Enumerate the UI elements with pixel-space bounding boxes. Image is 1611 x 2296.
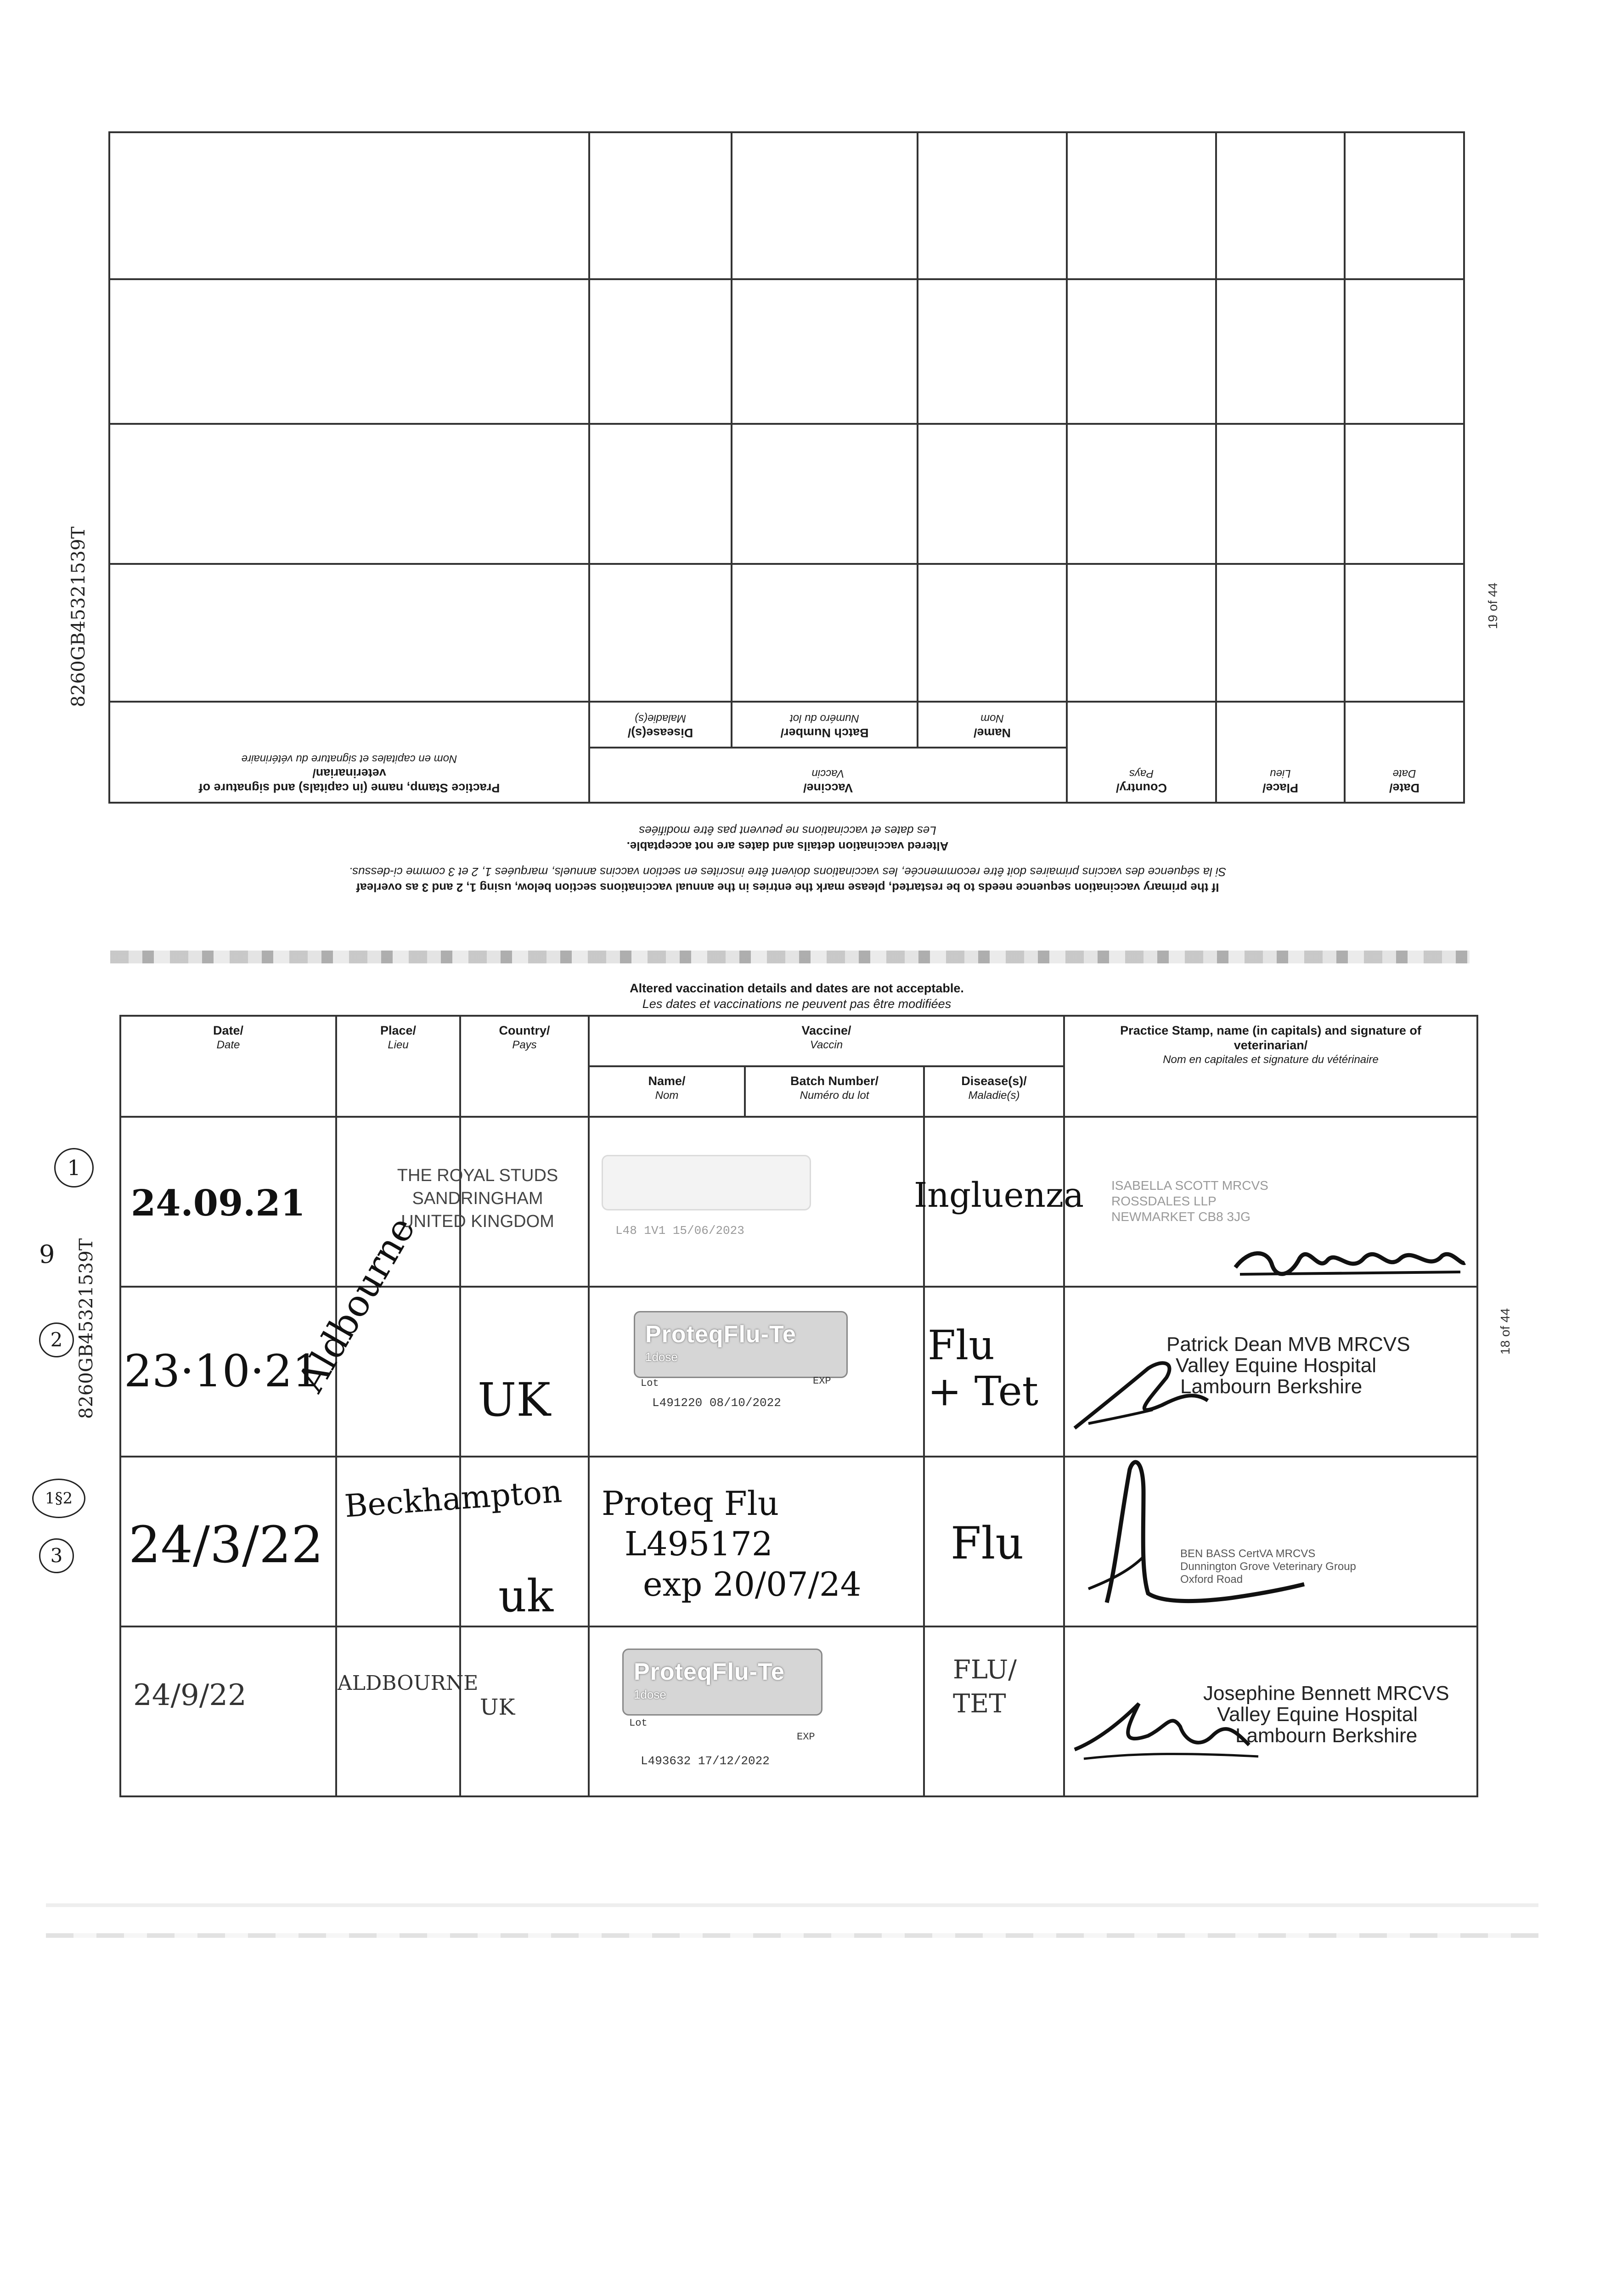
row1-date: 24.09.21: [131, 1182, 305, 1224]
row2-disease: Flu + Tet: [928, 1322, 1039, 1415]
row4-vaccine-lot: L493632 17/12/2022: [641, 1754, 770, 1768]
row4-country: UK: [480, 1694, 515, 1720]
row2-date: 23·10·21: [124, 1345, 321, 1397]
upper-header-name: Name/ Nom: [918, 702, 1067, 748]
upper-notes: [110, 823, 1465, 895]
upper-header-disease: Disease(s)/ Maladie(s): [589, 702, 732, 748]
row4-signature: [1070, 1694, 1263, 1773]
row4-vaccine-sticker: [622, 1649, 822, 1716]
row2-place: Aldbourne: [289, 1210, 423, 1399]
row4-vaccine-brand: ProteqFlu-Te: [634, 1659, 785, 1685]
upper-note-restart-fr: Si la séquence des vaccins primaires doit être recommencée, les vaccinations doivent être inscrites en section vaccins annuels, marquées 1, 2 et 3 comme ci-dessus.: [349, 865, 1227, 879]
upper-cell: [1345, 564, 1464, 702]
margin-mark-3: 3: [39, 1538, 74, 1573]
document-id-upper: 8260GB45321539T: [68, 526, 89, 707]
lower-header-practice: Practice Stamp, name (in capitals) and signature of veterinarian/ Nom en capitales et signature du vétérinaire: [1064, 1016, 1477, 1117]
upper-header-vaccine: Vaccine/ Vaccin: [589, 748, 1067, 803]
lower-note-altered: Altered vaccination details and dates are not acceptable.: [630, 981, 964, 995]
row4-lot-label: Lot: [629, 1717, 648, 1729]
row2-signature: [1070, 1350, 1217, 1442]
row3-practice-stamp: BEN BASS CertVA MRCVS Dunnington Grove Veterinary Group Oxford Road: [1180, 1548, 1356, 1586]
row4-date: 24/9/22: [133, 1678, 247, 1712]
row2-vaccine-dose: 1dose: [645, 1350, 678, 1364]
row1-vaccine-sticker: [602, 1155, 811, 1210]
row1-disease: Ingluenza: [914, 1176, 1084, 1215]
lower-header-name: Name/ Nom: [589, 1066, 745, 1117]
margin-mark-2: 2: [39, 1322, 74, 1357]
upper-note-altered: Altered vaccination details and dates are not acceptable.: [626, 839, 949, 853]
row2-country: UK: [478, 1373, 551, 1427]
lower-note: [119, 980, 1474, 1012]
row3-disease: Flu: [951, 1518, 1024, 1569]
page-divider: [110, 951, 1470, 963]
row4-place: ALDBOURNE: [338, 1671, 479, 1695]
row2-lot-label: Lot: [641, 1378, 659, 1389]
upper-header-country: Country/ Pays: [1067, 702, 1216, 803]
upper-page-block: [110, 115, 1465, 895]
scan-artifact: [46, 1903, 1538, 1907]
lower-header-batch: Batch Number/ Numéro du lot: [745, 1066, 924, 1117]
upper-vaccination-table: [108, 131, 1465, 804]
upper-header-batch: Batch Number/ Numéro du lot: [732, 702, 918, 748]
row3-vaccine: Proteq Flu L495172 exp 20/07/24: [602, 1484, 862, 1604]
upper-header-practice: Practice Stamp, name (in capitals) and signature of veterinarian/ Nom en capitales et signature du vétérinaire: [109, 702, 589, 803]
row4-exp-label: EXP: [797, 1731, 815, 1743]
document-id-lower: 8260GB45321539T: [76, 1238, 97, 1419]
row1-vaccine-lot: L48 1V1 15/06/2023: [615, 1224, 744, 1238]
upper-note-restart: If the primary vaccination sequence needs to be restarted, please mark the entries in the annual vaccinations section below, using 1, 2 and 3 as overleaf: [356, 881, 1219, 895]
row4-vaccine-dose: 1dose: [634, 1688, 666, 1701]
lower-header-country: Country/ Pays: [460, 1016, 589, 1117]
lower-note-altered-fr: Les dates et vaccinations ne peuvent pas être modifiées: [642, 997, 952, 1011]
row3-date: 24/3/22: [129, 1515, 324, 1574]
upper-header-date: Date/ Date: [1345, 702, 1464, 803]
margin-mark-1: 1: [54, 1148, 94, 1187]
row2-practice-stamp: Patrick Dean MVB MRCVS Valley Equine Hospital Lambourn Berkshire: [1166, 1333, 1410, 1398]
row3-country: uk: [498, 1570, 553, 1622]
row1-place: THE ROYAL STUDS SANDRINGHAM UNITED KINGDOM: [397, 1166, 558, 1231]
row4-disease: FLU/ TET: [953, 1655, 1017, 1719]
margin-mark-9: 9: [39, 1240, 55, 1269]
row2-vaccine-brand: ProteqFlu-Te: [645, 1321, 796, 1348]
margin-mark-1-2: 1§2: [32, 1479, 85, 1518]
row1-practice-stamp: ISABELLA SCOTT MRCVS ROSSDALES LLP NEWMARKET CB8 3JG: [1111, 1178, 1268, 1224]
row2-vaccine-sticker: [634, 1311, 848, 1378]
upper-note-altered-fr: Les dates et vaccinations ne peuvent pas être modifiées: [639, 824, 936, 838]
upper-header-place: Place/ Lieu: [1216, 702, 1345, 803]
lower-header-place: Place/ Lieu: [336, 1016, 460, 1117]
page-number-lower: 18 of 44: [1498, 1308, 1512, 1355]
row4-practice-stamp: Josephine Bennett MRCVS Valley Equine Hospital Lambourn Berkshire: [1203, 1682, 1449, 1747]
row2-exp-label: EXP: [813, 1375, 831, 1387]
page-number-upper: 19 of 44: [1486, 582, 1500, 629]
lower-header-vaccine: Vaccine/ Vaccin: [589, 1016, 1064, 1066]
row3-signature: [1079, 1451, 1309, 1616]
row3-place: Beckhampton: [343, 1473, 563, 1525]
scan-artifact: [46, 1933, 1538, 1938]
row2-vaccine-lot: L491220 08/10/2022: [652, 1396, 781, 1410]
lower-header-date: Date/ Date: [120, 1016, 336, 1117]
lower-header-disease: Disease(s)/ Maladie(s): [924, 1066, 1064, 1117]
row1-signature: [1231, 1240, 1470, 1286]
